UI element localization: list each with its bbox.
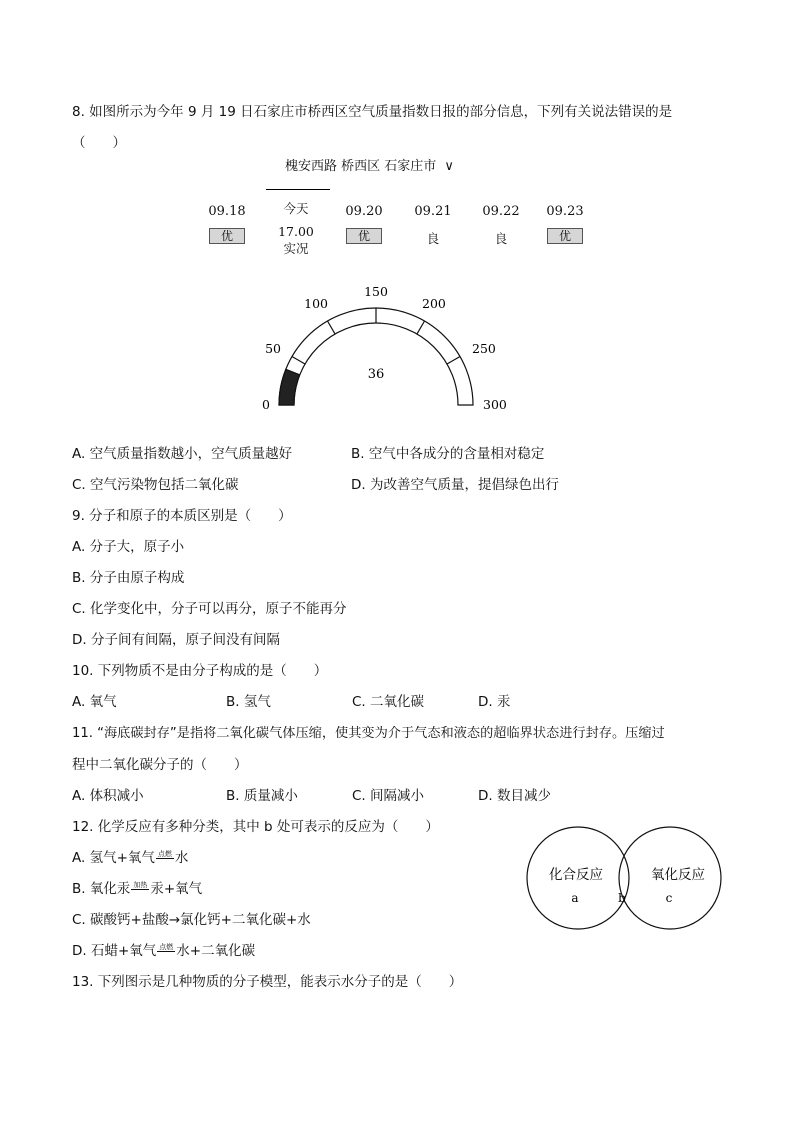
q11-stem-line1: 11. “海底碳封存”是指将二氧化碳气体压缩，使其变为介于气态和液态的超临界状态进行封存。压缩过 — [72, 726, 665, 741]
gauge-tick-label: 300 — [483, 397, 507, 412]
q11-stem-line2: 程中二氧化碳分子的（ ） — [72, 757, 248, 773]
q12-stem: 12. 化学反应有多种分类，其中 b 处可表示的反应为（ ） — [72, 819, 439, 835]
q11-option-b: B. 质量减小 — [226, 788, 298, 804]
aqi-gauge-drawing — [262, 284, 507, 412]
quality-0922: 良 — [494, 231, 508, 246]
q12-option-b-reactants: B. 氧化汞 — [72, 881, 131, 897]
q12-option-a-reactants: A. 氢气+氧气 — [72, 850, 155, 866]
q12-option-d — [72, 942, 255, 960]
today-block — [262, 200, 330, 257]
q8-option-a: A. 空气质量指数越小，空气质量越好 — [72, 446, 293, 462]
aqi-gauge-value: 36 — [367, 367, 385, 382]
q9-option-a: A. 分子大，原子小 — [72, 539, 185, 555]
reaction-condition-text: 加热 — [133, 881, 148, 889]
quality-badge-0918: 优 — [209, 228, 245, 244]
aqi-location — [285, 155, 454, 174]
q12-option-d-products: 水+二氧化碳 — [176, 943, 256, 959]
q9-stem: 9. 分子和原子的本质区别是（ ） — [72, 508, 292, 524]
q10-option-d: D. 汞 — [478, 694, 511, 710]
reaction-venn-diagram — [520, 818, 730, 938]
reaction-condition-text: 点燃 — [157, 850, 172, 858]
q8-answer-paren: （ ） — [72, 135, 126, 151]
gauge-tick-label: 200 — [422, 296, 446, 311]
venn-left-label: 化合反应 — [549, 867, 603, 883]
q12-option-d-reactants: D. 石蜡+氧气 — [72, 943, 157, 959]
q9-option-c: C. 化学变化中，分子可以再分，原子不能再分 — [72, 601, 347, 617]
aqi-gauge — [240, 275, 520, 415]
q10-stem: 10. 下列物质不是由分子构成的是（ ） — [72, 663, 328, 679]
q11-option-c: C. 间隔减小 — [352, 788, 425, 804]
venn-region-b: b — [618, 891, 626, 905]
today-time: 17.00 — [278, 224, 314, 239]
q10-option-b: B. 氢气 — [226, 694, 271, 710]
q12-option-a-products: 水 — [174, 850, 189, 866]
reaction-condition-line — [131, 889, 149, 890]
gauge-tick-label: 150 — [364, 284, 388, 299]
today-underline — [266, 189, 330, 190]
gauge-fill — [279, 369, 300, 405]
chevron-down-icon: ∨ — [444, 159, 454, 174]
q12-option-b-products: 汞+氧气 — [150, 881, 203, 897]
q9-option-d: D. 分子间有间隔，原子间没有间隔 — [72, 632, 280, 648]
date-0921: 09.21 — [414, 204, 452, 219]
date-0923: 09.23 — [546, 204, 584, 219]
q13-stem: 13. 下列图示是几种物质的分子模型，能表示水分子的是（ ） — [72, 974, 463, 990]
date-0920: 09.20 — [345, 204, 383, 219]
today-status: 实况 — [283, 241, 309, 256]
gauge-tick-label: 0 — [262, 397, 270, 412]
reaction-condition-arrow — [130, 882, 150, 896]
date-0922: 09.22 — [482, 204, 520, 219]
q12-option-a — [72, 849, 188, 867]
venn-right-label: 氧化反应 — [651, 867, 705, 883]
q10-option-a: A. 氧气 — [72, 694, 117, 710]
quality-badge-0920: 优 — [346, 228, 382, 244]
reaction-condition-arrow — [155, 851, 175, 865]
quality-badge-0923: 优 — [547, 228, 583, 244]
q8-stem: 8. 如图所示为今年 9 月 19 日石家庄市桥西区空气质量指数日报的部分信息，下列有关说法错误的是 — [72, 104, 673, 120]
gauge-tick-label: 50 — [265, 341, 281, 356]
venn-region-a: a — [571, 891, 579, 905]
venn-region-c: c — [665, 891, 673, 905]
reaction-condition-line — [157, 951, 175, 952]
date-0918: 09.18 — [208, 204, 246, 219]
reaction-condition-text: 点燃 — [159, 943, 174, 951]
today-label: 今天 — [283, 201, 309, 216]
q8-option-c: C. 空气污染物包括二氧化碳 — [72, 477, 239, 493]
quality-0921: 良 — [426, 231, 440, 246]
q12-option-c: C. 碳酸钙+盐酸→氯化钙+二氧化碳+水 — [72, 912, 311, 928]
gauge-tick-label: 100 — [304, 296, 328, 311]
q8-option-d: D. 为改善空气质量，提倡绿色出行 — [351, 477, 559, 493]
q12-option-b — [72, 880, 202, 898]
q11-option-a: A. 体积减小 — [72, 788, 144, 804]
q11-option-d: D. 数目减少 — [478, 788, 551, 804]
q9-option-b: B. 分子由原子构成 — [72, 570, 185, 586]
reaction-condition-arrow — [156, 944, 176, 958]
q10-option-c: C. 二氧化碳 — [352, 694, 425, 710]
q8-option-b: B. 空气中各成分的含量相对稳定 — [351, 446, 545, 462]
aqi-location-text: 槐安西路 桥西区 石家庄市 — [285, 159, 437, 174]
reaction-condition-line — [156, 858, 174, 859]
gauge-tick-label: 250 — [472, 341, 496, 356]
